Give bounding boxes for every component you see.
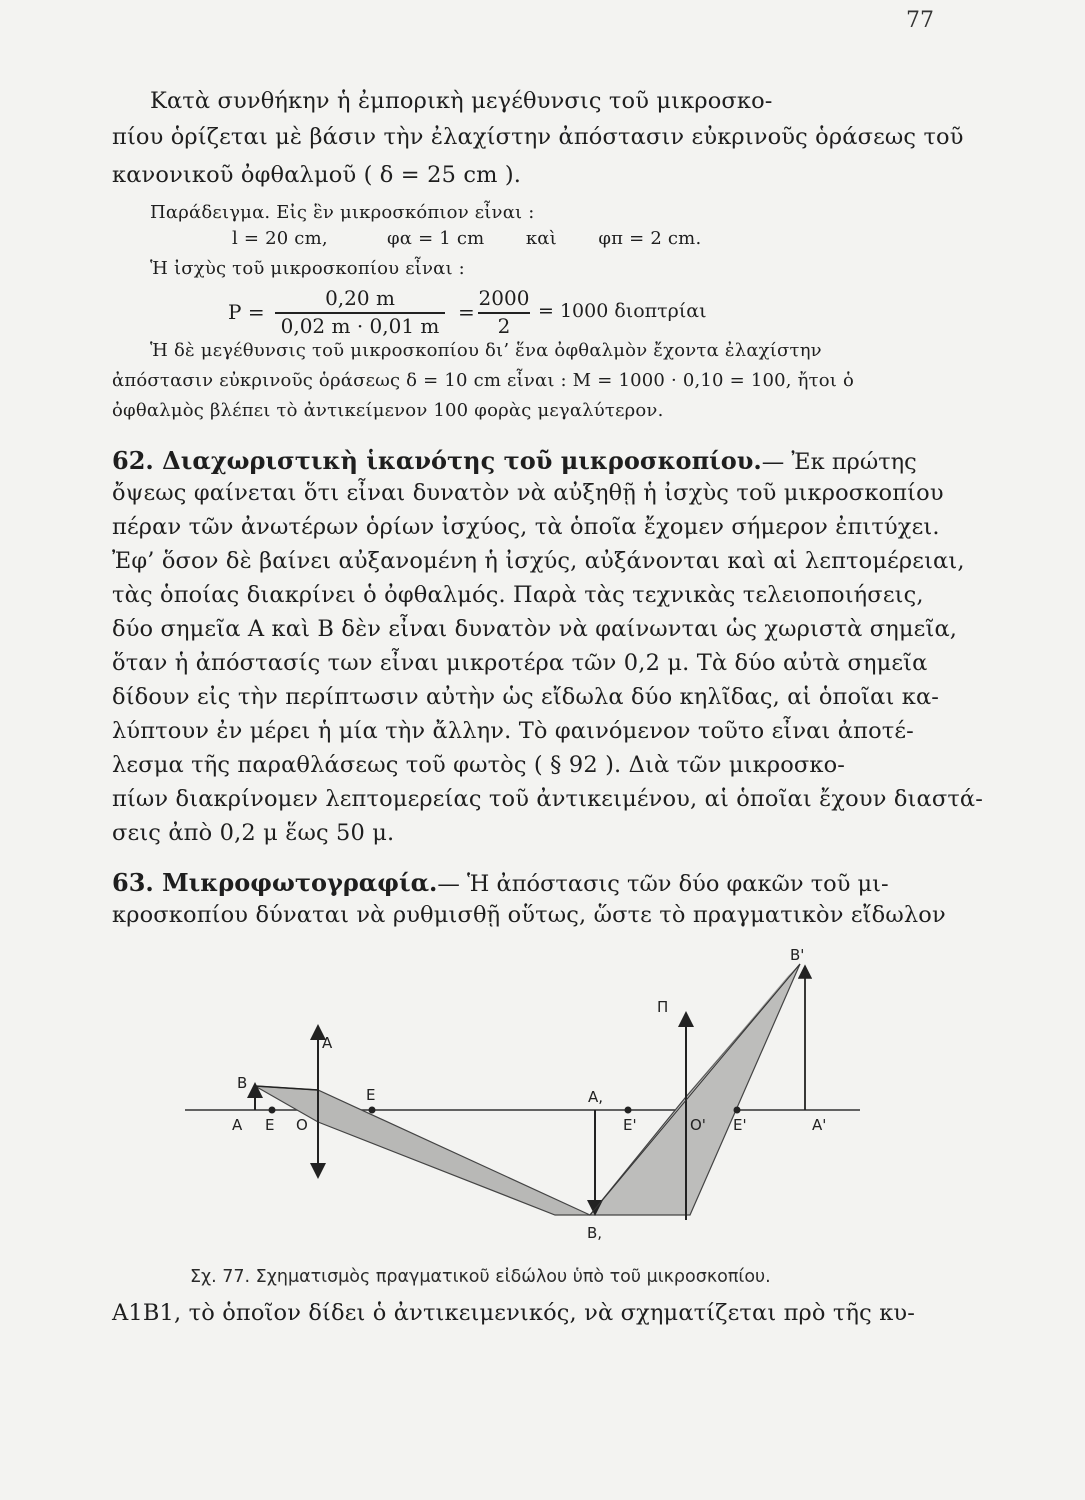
section-63-lead: — Ἡ ἀπόστασις τῶν δύο φακῶν τοῦ μι- [437,871,889,897]
label-Pi: Π [657,998,669,1016]
focal-point [734,1107,741,1114]
text-line: ὄψεως φαίνεται ὅτι εἶναι δυνατὸν νὰ αὐξηθῇ ἡ ἰσχὺς τοῦ μικροσκοπίου [112,480,944,506]
formula-numerator: 0,20 m [325,286,395,310]
label-B1: B, [587,1224,603,1242]
text-line: Κατὰ συνθήκην ἡ ἐμπορικὴ μεγέθυνσις τοῦ μικροσκο- [150,88,773,114]
section-62-lead: — Ἐκ πρώτης [761,449,917,475]
formula-lhs: P = [228,300,265,324]
formula-result: = 1000 διοπτρίαι [538,300,707,322]
section-63-first-line [112,868,889,897]
text-line: Ἡ ἰσχὺς τοῦ μικροσκοπίου εἶναι : [150,258,465,279]
label-A: A [232,1116,243,1134]
figure-caption: Σχ. 77. Σχηματισμὸς πραγματικοῦ εἰδώλου ὑπὸ τοῦ μικροσκοπίου. [190,1267,771,1287]
text-line: πίων διακρίνομεν λεπτομερείας τοῦ ἀντικειμένου, αἱ ὁποῖαι ἔχουν διαστά- [112,786,984,812]
label-E: E [265,1116,275,1134]
formula-equals: = [458,300,475,324]
label-A1: A, [588,1088,604,1106]
label-B-prime: B' [790,946,805,964]
text-line: λύπτουν ἐν μέρει ἡ μία τὴν ἄλλην. Τὸ φαινόμενον τοῦτο εἶναι ἀποτέ- [112,718,914,744]
text-line: A1B1, τὸ ὁποῖον δίδει ὁ ἀντικειμενικός, νὰ σχηματίζεται πρὸ τῆς κυ- [112,1300,915,1326]
label-A-prime: A' [812,1116,827,1134]
text-line: κροσκοπίου δύναται νὰ ρυθμισθῇ οὕτως, ὥστε τὸ πραγματικὸν εἴδωλον [112,902,946,928]
label-E-prime: E' [623,1116,637,1134]
focal-point [369,1107,376,1114]
formula-denominator-2: 2 [497,314,511,338]
focal-point [625,1107,632,1114]
formula-denominator: 0,02 m · 0,01 m [280,314,440,338]
section-63-heading: 63. Μικροφωτογραφία. [112,868,438,897]
text-line: ὅταν ἡ ἀπόστασίς των εἶναι μικροτέρα τῶν 0,2 μ. Τὰ δύο αὐτὰ σημεῖα [112,650,928,676]
section-62-heading: 62. Διαχωριστικὴ ἱκανότης τοῦ μικροσκοπίου. [112,446,762,475]
section-62-first-line [112,446,917,475]
label-A-top: A [322,1034,333,1052]
label-E-prime-2: E' [733,1116,747,1134]
given-values: l = 20 cm, φα = 1 cm καὶ φπ = 2 cm. [232,228,702,249]
objective-ray-bundle [255,1086,590,1215]
text-line: τὰς ὁποίας διακρίνει ὁ ὀφθαλμός. Παρὰ τὰς τεχνικὰς τελειοποιήσεις, [112,582,924,608]
text-line: δύο σημεῖα Α καὶ Β δὲν εἶναι δυνατὸν νὰ φαίνωνται ὡς χωριστὰ σημεῖα, [112,616,958,642]
text-line: Ἡ δὲ μεγέθυνσις τοῦ μικροσκοπίου δι’ ἕνα ὀφθαλμὸν ἔχοντα ἐλαχίστην [150,340,822,361]
label-B: B [237,1074,248,1092]
page-number: 77 [906,8,934,33]
label-E-top: E [366,1086,376,1104]
text-line: Ἐφ’ ὅσον δὲ βαίνει αὐξανομένη ἡ ἰσχύς, αὐξάνονται καὶ αἱ λεπτομέρειαι, [112,548,965,574]
text-line: σεις ἀπὸ 0,2 μ ἕως 50 μ. [112,820,395,846]
label-O: O [296,1116,308,1134]
text-line: λεσμα τῆς παραθλάσεως τοῦ φωτὸς ( § 92 ). Διὰ τῶν μικροσκο- [112,752,846,778]
text-line: δίδουν εἰς τὴν περίπτωσιν αὐτὴν ὡς εἴδωλα δύο κηλῖδας, αἱ ὁποῖαι κα- [112,684,940,710]
microscope-ray-diagram [0,930,1085,1270]
formula-numerator-2: 2000 [478,286,530,310]
text-line: πέραν τῶν ἀνωτέρων ὁρίων ἰσχύος, τὰ ὁποῖα ἔχομεν σήμερον ἐπιτύχει. [112,514,940,540]
text-line: πίου ὁρίζεται μὲ βάσιν τὴν ἐλαχίστην ἀπόστασιν εὐκρινοῦς ὁράσεως τοῦ [112,124,964,150]
text-line: κανονικοῦ ὀφθαλμοῦ ( δ = 25 cm ). [112,162,522,188]
focal-point [269,1107,276,1114]
text-line: ἀπόστασιν εὐκρινοῦς ὁράσεως δ = 10 cm εἶναι : Μ = 1000 · 0,10 = 100, ἤτοι ὁ [112,370,855,391]
text-line: ὀφθαλμὸς βλέπει τὸ ἀντικείμενον 100 φορὰς μεγαλύτερον. [112,400,664,421]
label-O-prime: O' [690,1116,706,1134]
example-label: Παράδειγμα. Εἰς ἓν μικροσκόπιον εἶναι : [150,202,535,223]
